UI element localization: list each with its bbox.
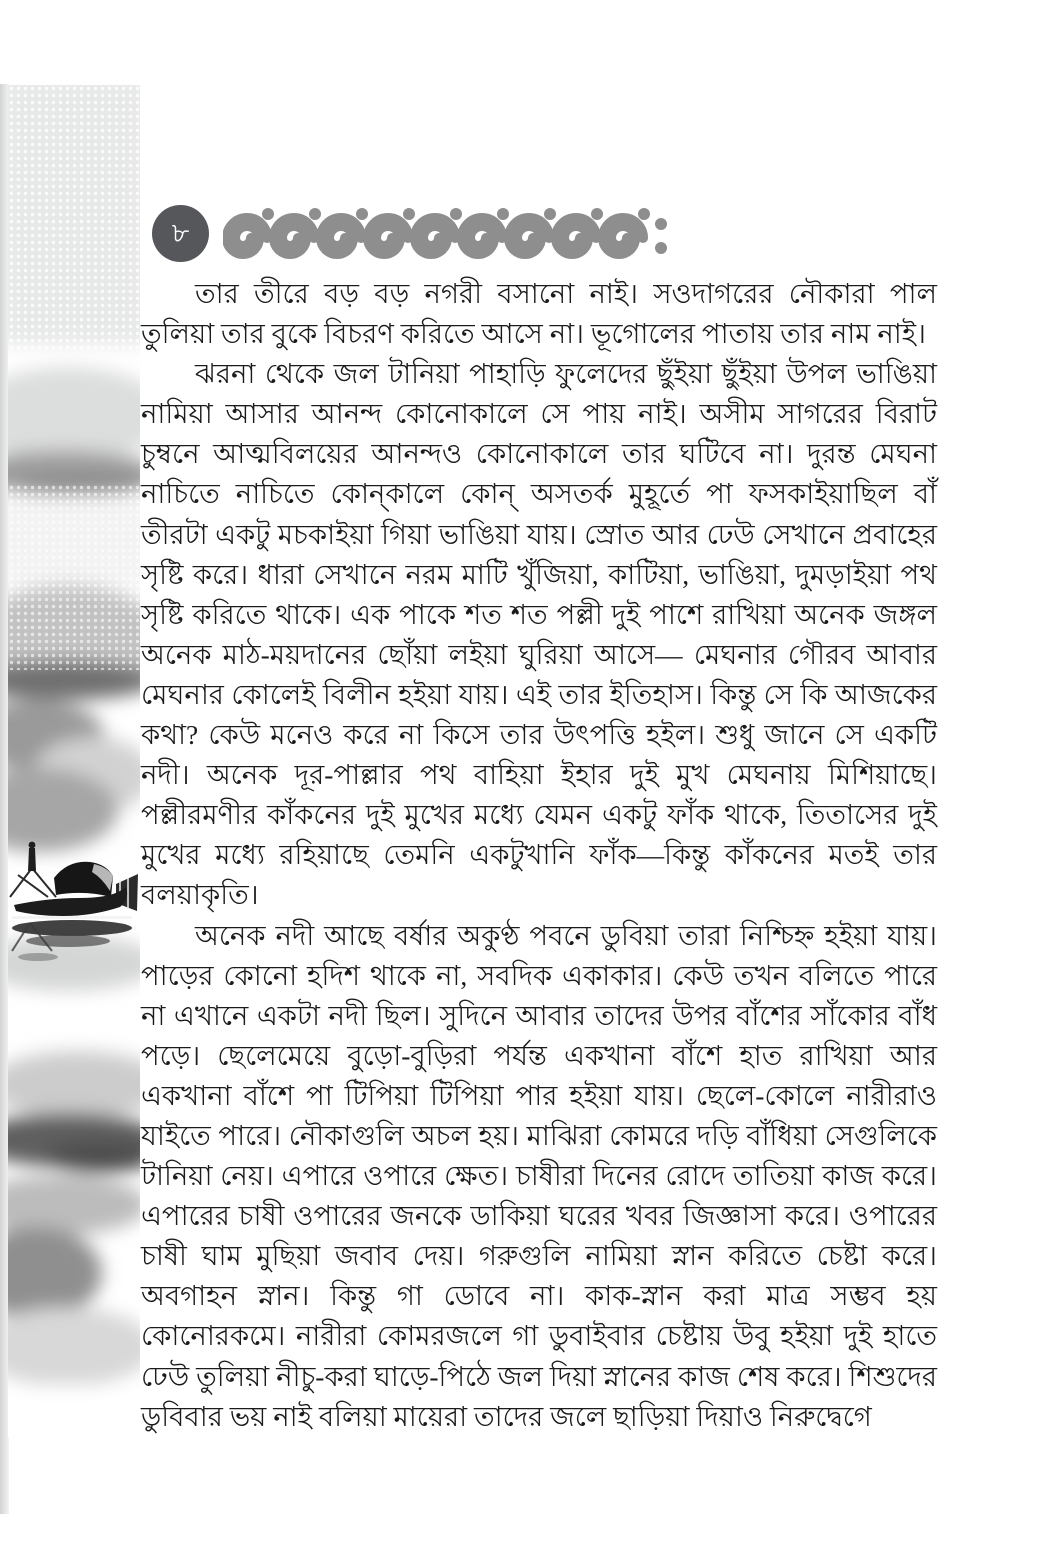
body-text	[141, 274, 937, 1437]
body-paragraph: তার তীরে বড় বড় নগরী বসানো নাই। সওদাগরের নৌকারা পাল তুলিয়া তার বুকে বিচরণ করিতে আসে না। ভূগোলের পাতায় তার নাম নাই।	[141, 278, 937, 350]
page-number-badge	[152, 205, 209, 262]
body-paragraph: অনেক নদী আছে বর্ষার অকুণ্ঠ পবনে ডুবিয়া তারা নিশ্চিহ্ন হইয়া যায়। পাড়ের কোনো হদিশ থাকে না, সবদিক একাকার। কেউ তখন বলিতে পারে না এখানে একটা নদী ছিল। সুদিনে আবার তাদের উপর বাঁশের সাঁকোর বাঁধ পড়ে। ছেলেমেয়ে বুড়ো-বুড়িরা পর্যন্ত একখানা বাঁশে হাত রাখিয়া আর একখানা বাঁশে পা টিপিয়া টিপিয়া পার হইয়া যায়। ছেলে-কোলে নারীরাও যাইতে পারে। নৌকাগুলি অচল হয়। মাঝিরা কোমরে দড়ি বাঁধিয়া সেগুলিকে টানিয়া নেয়। এপারে ওপারে ক্ষেত। চাষীরা দিনের রোদে তাতিয়া কাজ করে। এপারের চাষী ওপারের জনকে ডাকিয়া ঘরের খবর জিজ্ঞাসা করে। ওপারের চাষী ঘাম মুছিয়া জবাব দেয়। গরুগুলি নামিয়া স্নান করিতে চেষ্টা করে। অবগাহন স্নান। কিন্তু গা ডোবে না। কাক-স্নান করা মাত্র সম্ভব হয় কোনোরকমে। নারীরা কোমরজলে গা ডুবাইবার চেষ্টায় উবু হইয়া দুই হাতে ঢেউ তুলিয়া নীচু-করা ঘাড়ে-পিঠে জল দিয়া স্নানের কাজ শেষ করে। শিশুদের ডুবিবার ভয় নাই বলিয়া মায়েরা তাদের জলে ছাড়িয়া দিয়াও নিরুদ্বেগে	[141, 919, 937, 1432]
ornament-colon-dots	[655, 218, 667, 254]
ink-wash-artwork-svg	[8, 85, 140, 1437]
page-number: ৮	[171, 217, 190, 249]
chapter-ornament	[223, 200, 675, 266]
boatman-figure	[28, 842, 36, 871]
halftone-dots-top	[8, 85, 140, 350]
ink-wash-artwork	[8, 85, 140, 1437]
halftone-dots-middle	[8, 485, 140, 670]
chapter-header	[152, 198, 675, 268]
body-paragraph: ঝরনা থেকে জল টানিয়া পাহাড়ি ফুলেদের ছুঁইয়া ছুঁইয়া উপল ভাঙিয়া নামিয়া আসার আনন্দ কোনোকালে সে পায় নাই। অসীম সাগরের বিরাট চুম্বনে আত্মবিলয়ের আনন্দও কোনোকালে তার ঘটিবে না। দুরন্ত মেঘনা নাচিতে নাচিতে কোন্‌কালে কোন্ অসতর্ক মুহূর্তে পা ফসকাইয়াছিল বাঁ তীরটা একটু মচকাইয়া গিয়া ভাঙিয়া যায়। স্রোত আর ঢেউ সেখানে প্রবাহের সৃষ্টি করে। ধারা সেখানে নরম মাটি খুঁজিয়া, কাটিয়া, ভাঙিয়া, দুমড়াইয়া পথ সৃষ্টি করিতে থাকে। এক পাকে শত শত পল্লী দুই পাশে রাখিয়া অনেক জঙ্গল অনেক মাঠ-ময়দানের ছোঁয়া লইয়া ঘুরিয়া আসে— মেঘনার গৌরব আবার মেঘনার কোলেই বিলীন হইয়া যায়। এই তার ইতিহাস। কিন্তু সে কি আজকের কথা? কেউ মনেও করে না কিসে তার উৎপত্তি হইল। শুধু জানে সে একটি নদী। অনেক দূর-পাল্লার পথ বাহিয়া ইহার দুই মুখ মেঘনায় মিশিয়াছে। পল্লীরমণীর কাঁকনের দুই মুখের মধ্যে যেমন একটু ফাঁক থাকে, তিতাসের দুই মুখের মধ্যে রহিয়াছে তেমনি একটুখানি ফাঁক—কিন্তু কাঁকনের মতই তার বলয়াকৃতি।	[141, 358, 937, 911]
